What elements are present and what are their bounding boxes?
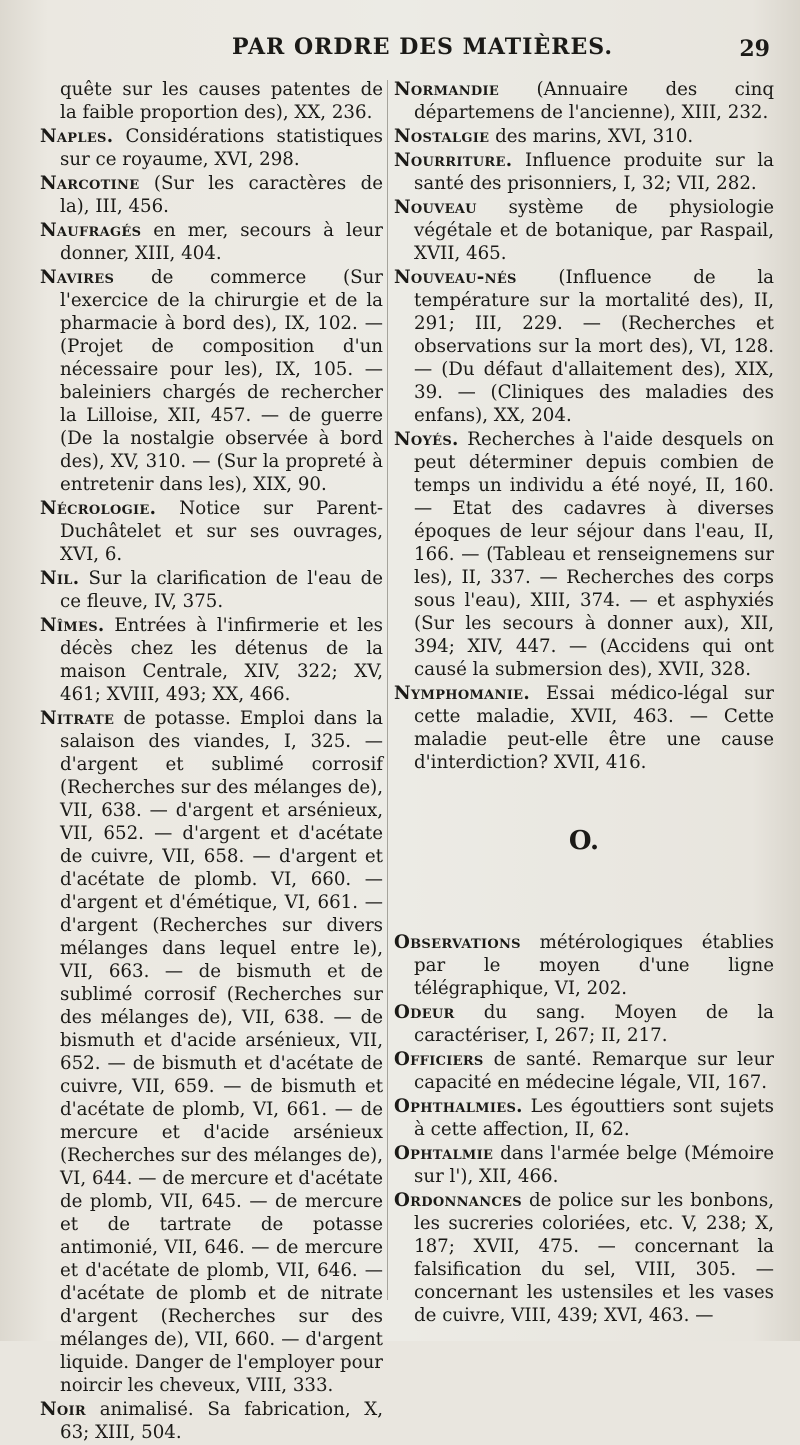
section-n-entries xyxy=(394,78,774,774)
section-o-entries xyxy=(394,931,774,1327)
index-entry xyxy=(40,219,383,265)
section-letter: O. xyxy=(568,826,600,856)
index-entry xyxy=(40,497,383,566)
entry-headword: Ophtalmie xyxy=(394,1143,494,1164)
entry-headword: Ophthalmies. xyxy=(394,1096,523,1117)
entry-headword: Nitrate xyxy=(40,708,115,729)
entry-text: (Influence de la température sur la mortalité des), II, 291; III, 229. — (Recherches et observations sur la mort des), VI, 128. — (Du défaut d'allaitement des), XIX, 39. — (Cliniques des maladies des enfans), XX, 204. xyxy=(414,267,774,426)
entry-headword: Noir xyxy=(40,1399,87,1420)
entry-text: Recherches à l'aide desquels on peut déterminer depuis combien de temps un individu a été noyé, II, 160. — Etat des cadavres à diverses époques de leur séjour dans l'eau, II, 166. — (Tableau et renseignemens sur les), II, 337. — Recherches des corps sous l'eau), XIII, 374. — et asphyxiés (Sur les secours à donner aux), XII, 394; XIV, 447. — (Accidens qui ont causé la submersion des), XVII, 328. xyxy=(414,429,774,680)
entry-text: Essai médico-légal sur cette maladie, XVII, 463. — Cette maladie peut-elle être une cause d'interdiction? XVII, 416. xyxy=(414,683,774,773)
entry-text: des marins, XVI, 310. xyxy=(495,126,694,147)
entry-headword: Nourriture. xyxy=(394,150,513,171)
entry-headword: Nil. xyxy=(40,568,80,589)
page-number: 29 xyxy=(739,36,770,62)
entry-text: en mer, secours à leur donner, XIII, 404. xyxy=(60,220,383,264)
entry-headword: Nouveau-nés xyxy=(394,267,517,288)
entry-headword: Nécrologie. xyxy=(40,498,157,519)
entry-text: Entrées à l'infirmerie et les décès chez les détenus de la maison Centrale, XIV, 322; XV, 461; XVIII, 493; XX, 466. xyxy=(60,615,383,705)
entry-text: métérologiques établies par le moyen d'une ligne télégraphique, VI, 202. xyxy=(414,932,774,999)
index-entry xyxy=(394,1189,774,1327)
index-entry xyxy=(40,567,383,613)
entry-headword: Observations xyxy=(394,932,521,953)
entry-text: Considérations statistiques sur ce royaume, XVI, 298. xyxy=(60,126,383,170)
entry-text: Les égouttiers sont sujets à cette affection, II, 62. xyxy=(414,1096,774,1140)
index-entry xyxy=(394,125,774,148)
entry-text: (Sur les caractères de la), III, 456. xyxy=(60,173,383,217)
entry-text: (Annuaire des cinq départemens de l'ancienne), XIII, 232. xyxy=(414,79,774,123)
index-entry xyxy=(394,1001,774,1047)
entry-headword: Navires xyxy=(40,267,115,288)
index-entry xyxy=(394,196,774,265)
entry-text: système de physiologie végétale et de botanique, par Raspail, XVII, 465. xyxy=(414,197,774,264)
entry-text: de commerce (Sur l'exercice de la chirurgie et de la pharmacie à bord des), IX, 102. — (Projet de composition d'un nécessaire pour les), IX, 105. — baleiniers chargés de rechercher la Lilloise, XII, 457. — de guerre (De la nostalgie observée à bord des), XV, 310. — (Sur la propreté à entretenir dans les), XIX, 90. xyxy=(60,267,383,495)
index-entry xyxy=(394,1095,774,1141)
entry-text: de santé. Remarque sur leur capacité en médecine légale, VII, 167. xyxy=(414,1049,774,1093)
index-entry xyxy=(40,707,383,1397)
column-divider xyxy=(387,80,388,1300)
entry-text: Notice sur Parent-Duchâtelet et sur ses ouvrages, XVI, 6. xyxy=(60,498,383,565)
index-entry xyxy=(40,1398,383,1444)
index-entry xyxy=(394,149,774,195)
entry-headword: Noyés. xyxy=(394,429,459,450)
entry-text: quête sur les causes patentes de la faible proportion des), XX, 236. xyxy=(60,79,383,123)
index-entry xyxy=(394,1142,774,1188)
entry-headword: Nymphomanie. xyxy=(394,683,530,704)
index-entry xyxy=(394,931,774,1000)
entry-text: de potasse. Emploi dans la salaison des viandes, I, 325. — d'argent et sublimé corrosif (Recherches sur des mélanges de), VII, 638. — d'argent et arsénieux, VII, 652. — d'argent et d'acétate de cuivre, VII, 658. — d'argent et d'acétate de plomb. VI, 660. — d'argent et d'émétique, VI, 661. — d'argent (Recherches sur divers mélanges dans lequel entre le), VII, 663. — de bismuth et de sublimé corrosif (Recherches sur des mélanges de), VII, 638. — de bismuth et d'acide arsénieux, VII, 652. — de bismuth et d'acétate de cuivre, VII, 659. — de bismuth et d'acétate de plomb, VI, 661. — de mercure et d'acide arsénieux (Recherches sur des mélanges de), VI, 644. — de mercure et d'acétate de plomb, VII, 645. — de mercure et de tartrate de potasse antimonié, VII, 646. — de mercure et d'acétate de plomb, VII, 646. — d'acétate de plomb et de nitrate d'argent (Recherches sur des mélanges de), VII, 660. — d'argent liquide. Danger de l'employer pour noircir les cheveux, VIII, 333. xyxy=(60,708,383,1396)
right-column xyxy=(394,78,774,1328)
index-entry xyxy=(394,1048,774,1094)
index-entry xyxy=(40,614,383,706)
left-column xyxy=(40,78,383,1445)
entry-text: Sur la clarification de l'eau de ce fleuve, IV, 375. xyxy=(60,568,383,612)
entry-headword: Nostalgie xyxy=(394,126,490,147)
index-entry xyxy=(394,428,774,681)
index-entry xyxy=(394,78,774,124)
entry-headword: Odeur xyxy=(394,1002,455,1023)
index-entry xyxy=(40,78,383,124)
entry-text: dans l'armée belge (Mémoire sur l'), XII, 466. xyxy=(414,1143,774,1187)
running-head xyxy=(0,34,800,74)
running-title: PAR ORDRE DES MATIÈRES. xyxy=(232,34,614,60)
entry-headword: Nouveau xyxy=(394,197,477,218)
index-entry xyxy=(394,682,774,774)
entry-headword: Officiers xyxy=(394,1049,484,1070)
index-entry xyxy=(40,266,383,496)
entry-headword: Nîmes. xyxy=(40,615,105,636)
entry-headword: Narcotine xyxy=(40,173,140,194)
entry-headword: Ordonnances xyxy=(394,1190,522,1211)
entry-text: animalisé. Sa fabrication, X, 63; XIII, 504. xyxy=(60,1399,383,1443)
entry-text: de police sur les bonbons, les sucreries coloriées, etc. V, 238; X, 187; XVII, 475. — concernant la falsification du sel, VIII, 305. — concernant les ustensiles et les vases de cuivre, VIII, 439; XVI, 463. — xyxy=(414,1190,774,1326)
index-entry xyxy=(40,125,383,171)
index-entry xyxy=(394,266,774,427)
entry-text: Influence produite sur la santé des prisonniers, I, 32; VII, 282. xyxy=(414,150,774,194)
entry-headword: Naples. xyxy=(40,126,114,147)
entry-headword: Normandie xyxy=(394,79,500,100)
entry-text: du sang. Moyen de la caractériser, I, 267; II, 217. xyxy=(414,1002,774,1046)
entry-headword: Naufragés xyxy=(40,220,142,241)
index-entry xyxy=(40,172,383,218)
